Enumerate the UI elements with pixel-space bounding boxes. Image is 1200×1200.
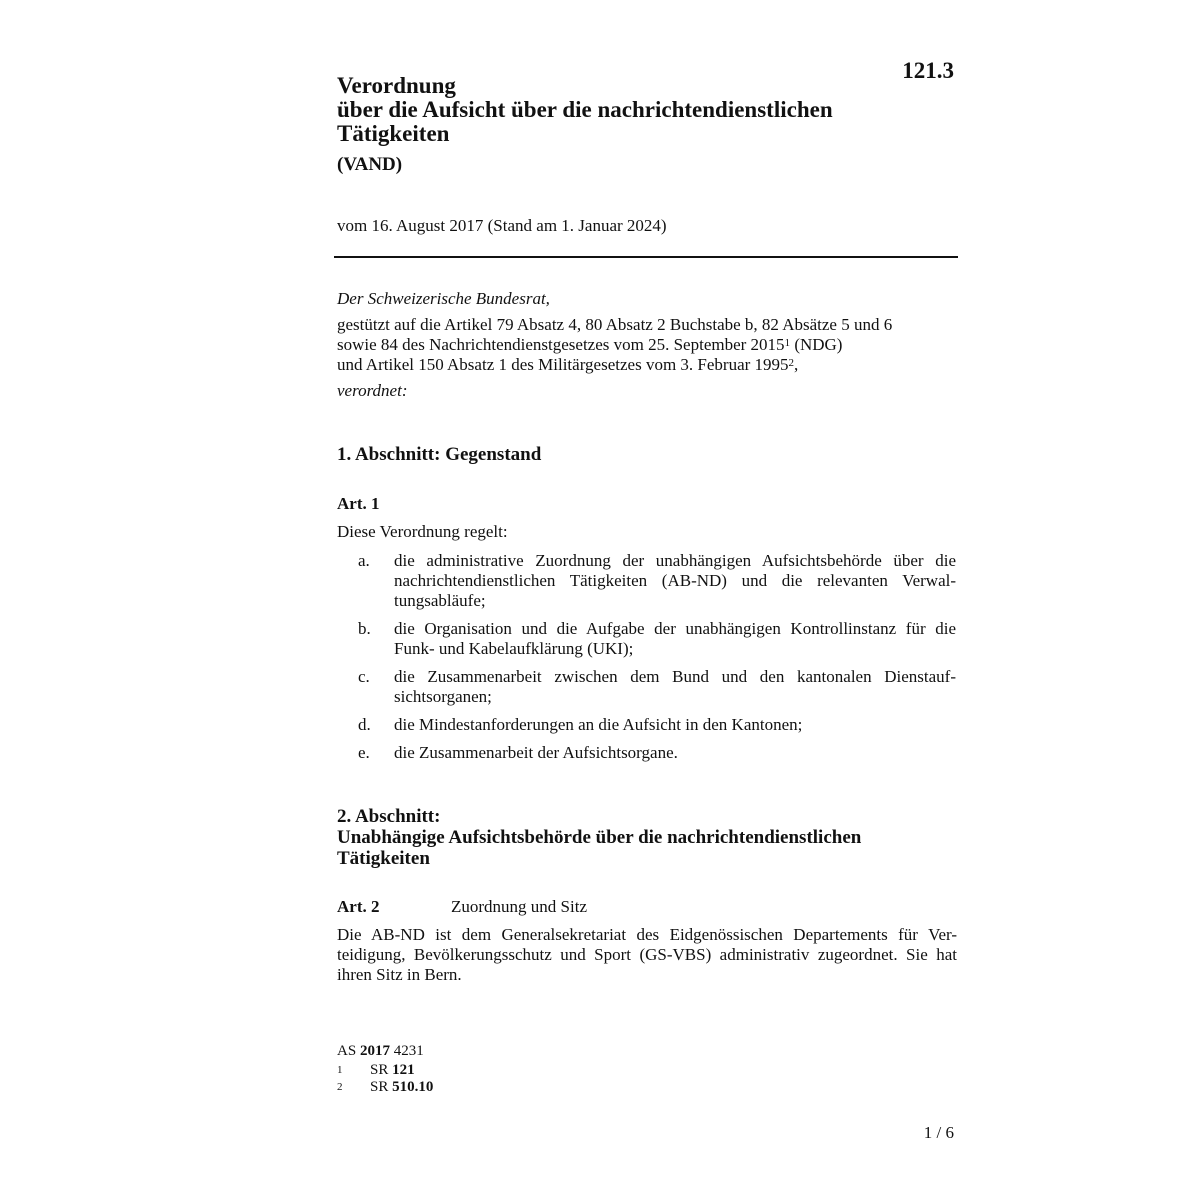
- footnote-2: [337, 1079, 433, 1096]
- list-item-b-line-2: Funk- und Kabelaufklärung (UKI);: [394, 639, 634, 658]
- list-item-d-letter: d.: [358, 715, 371, 734]
- footnote-2-ref[interactable]: 510.10: [392, 1079, 434, 1095]
- footnote-ref-2[interactable]: 2: [788, 357, 795, 369]
- title-line-1: Verordnung: [337, 73, 456, 98]
- list-item-c: [394, 667, 956, 707]
- article-2-line-3: ihren Sitz in Bern.: [337, 965, 462, 984]
- list-item-d-line-1: die Mindestanforderungen an die Aufsicht in den Kantonen;: [394, 715, 803, 734]
- article-2-label: Art. 2: [337, 897, 380, 916]
- list-item-e-letter: e.: [358, 743, 370, 762]
- section-2-heading-line-3: Tätigkeiten: [337, 848, 430, 869]
- title-line-2: über die Aufsicht über die nachrichtendienstlichen: [337, 97, 833, 122]
- list-item-a: [394, 551, 956, 611]
- section-1-heading: 1. Abschnitt: Gegenstand: [337, 444, 542, 465]
- document-abbreviation: (VAND): [337, 154, 403, 175]
- as-year: 2017: [359, 1043, 390, 1059]
- footnote-2-prefix: SR: [370, 1079, 393, 1095]
- list-item-b-letter: b.: [358, 619, 371, 638]
- title-line-3: Tätigkeiten: [337, 121, 450, 146]
- preamble-line-2-end: (NDG): [790, 335, 843, 354]
- article-1-intro: Diese Verordnung regelt:: [337, 522, 508, 541]
- preamble-line-3-text: und Artikel 150 Absatz 1 des Militärgesetzes vom 3. Februar 1995: [337, 355, 789, 374]
- footnote-1: [337, 1062, 415, 1079]
- article-2-line-1: Die AB-ND ist dem Generalsekretariat des Eidgenössischen Departements für Ver-: [337, 925, 957, 944]
- list-item-a-line-1: die administrative Zuordnung der unabhängigen Aufsichtsbehörde über die: [394, 551, 956, 570]
- preamble-decree: verordnet:: [337, 381, 408, 400]
- list-item-e-line-1: die Zusammenarbeit der Aufsichtsorgane.: [394, 743, 678, 762]
- footnote-ref-1[interactable]: 1: [784, 337, 791, 349]
- section-2-heading-line-2: Unabhängige Aufsichtsbehörde über die nachrichtendienstlichen: [337, 827, 862, 848]
- footnote-1-ref[interactable]: 121: [392, 1062, 415, 1078]
- footnote-1-number: 1: [337, 1064, 343, 1076]
- list-item-d: [394, 715, 802, 735]
- section-2-heading: [337, 806, 861, 869]
- list-item-a-line-3: tungsabläufe;: [394, 591, 486, 610]
- list-item-c-line-1: die Zusammenarbeit zwischen dem Bund und den kantonalen Dienstauf-: [394, 667, 956, 686]
- preamble-line-1: gestützt auf die Artikel 79 Absatz 4, 80 Absatz 2 Buchstabe b, 82 Absätze 5 und 6: [337, 315, 893, 334]
- preamble-line-2-text: sowie 84 des Nachrichtendienstgesetzes vom 25. September 2015: [337, 335, 785, 354]
- list-item-a-line-2: nachrichtendienstlichen Tätigkeiten (AB-ND) und die relevanten Verwal-: [394, 571, 956, 590]
- section-2-heading-line-1: 2. Abschnitt:: [337, 806, 441, 827]
- article-2-title: Zuordnung und Sitz: [451, 897, 587, 916]
- sr-number: 121.3: [902, 58, 954, 83]
- as-page: 4231: [389, 1043, 424, 1059]
- preamble-line-2: [337, 335, 842, 355]
- document-title: [337, 74, 833, 146]
- list-item-a-letter: a.: [358, 551, 370, 570]
- footnote-2-number: 2: [337, 1081, 343, 1093]
- page-number: 1 / 6: [923, 1123, 954, 1142]
- as-prefix: AS: [337, 1043, 360, 1059]
- preamble-line-3-end: ,: [794, 355, 799, 374]
- header-divider: [334, 256, 958, 258]
- list-item-e: [394, 743, 678, 763]
- list-item-c-line-2: sichtsorganen;: [394, 687, 492, 706]
- as-reference: [337, 1043, 424, 1060]
- list-item-b-line-1: die Organisation und die Aufgabe der unabhängigen Kontrollinstanz für die: [394, 619, 956, 638]
- list-item-c-letter: c.: [358, 667, 370, 686]
- preamble-authority: Der Schweizerische Bundesrat,: [337, 289, 550, 308]
- footnote-1-prefix: SR: [370, 1062, 393, 1078]
- list-item-b: [394, 619, 956, 659]
- article-2-body: [337, 925, 957, 985]
- article-1-label: Art. 1: [337, 494, 380, 513]
- document-date: vom 16. August 2017 (Stand am 1. Januar 2024): [337, 216, 667, 235]
- preamble-line-3: [337, 355, 798, 375]
- article-2-line-2: teidigung, Bevölkerungsschutz und Sport (GS-VBS) administrativ zugeordnet. Sie hat: [337, 945, 957, 964]
